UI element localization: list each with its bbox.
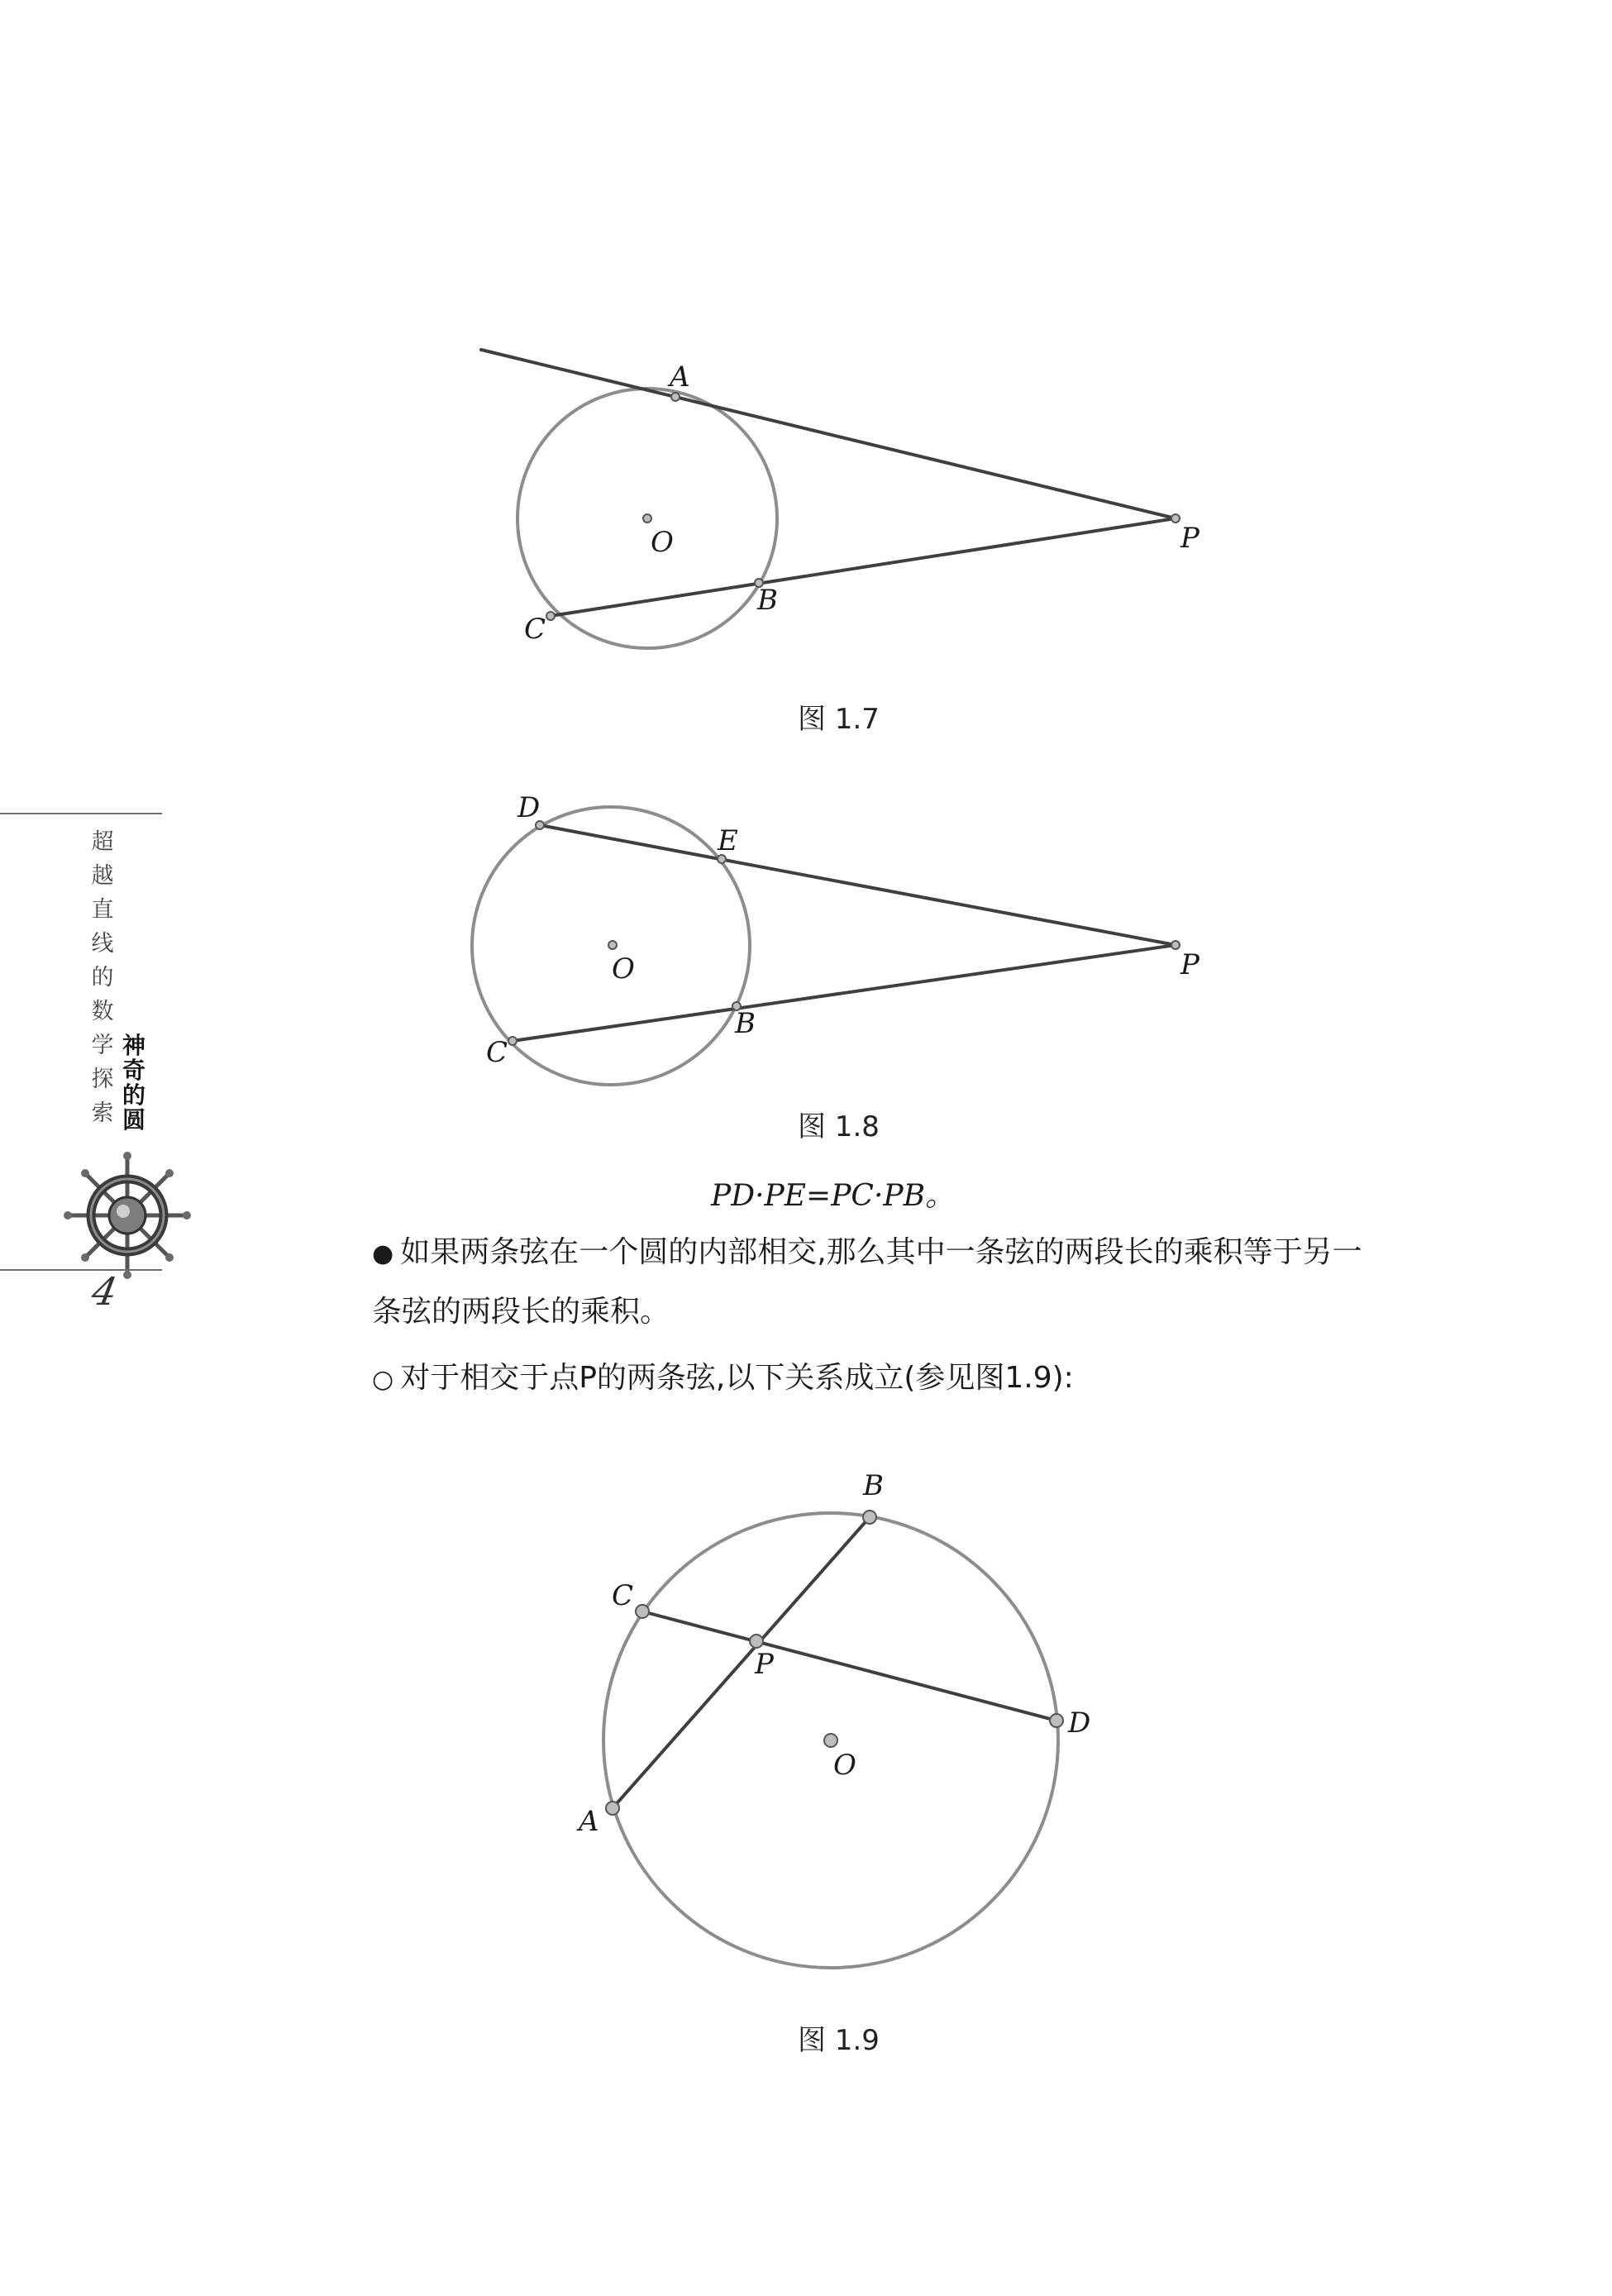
page-number: 4 <box>88 1269 122 1314</box>
point-c <box>508 1037 517 1045</box>
point-p <box>750 1635 763 1648</box>
relation-text: 对于相交于点P的两条弦,以下关系成立(参见图1.9): <box>400 1361 1074 1395</box>
bullet-icon: ● <box>372 1239 394 1268</box>
label-d: D <box>1068 1706 1091 1740</box>
label-p: P <box>1180 522 1199 555</box>
label-b: B <box>863 1469 884 1502</box>
label-c: C <box>524 613 546 646</box>
figure-1-8-caption: 图 1.8 <box>798 1110 880 1143</box>
ship-wheel-icon <box>61 1149 193 1282</box>
label-o: O <box>612 952 635 986</box>
label-p: P <box>755 1648 774 1681</box>
label-a: A <box>670 360 690 394</box>
hollow-bullet-icon: ○ <box>372 1365 394 1394</box>
point-o <box>608 941 617 949</box>
secant-line-pc <box>551 518 1176 616</box>
series-title: 超越直线的数学探索 <box>91 829 114 1126</box>
figure-1-8 <box>463 785 1207 1091</box>
point-d <box>1050 1714 1063 1727</box>
point-c <box>636 1605 649 1618</box>
theorem-paragraph <box>298 1224 1381 1341</box>
tangent-line-pa <box>481 350 1176 518</box>
point-b <box>863 1511 876 1524</box>
side-rule-top <box>0 813 162 814</box>
point-o <box>824 1734 837 1747</box>
label-c: C <box>486 1036 508 1069</box>
point-p <box>1171 941 1180 949</box>
theorem-text: 如果两条弦在一个圆的内部相交,那么其中一条弦的两段长的乘积等于另一条弦的两段长的乘积。 <box>372 1235 1362 1329</box>
label-o: O <box>651 526 674 559</box>
label-d: D <box>517 791 541 824</box>
point-p <box>1171 514 1180 523</box>
figure-1-7-caption: 图 1.7 <box>798 703 880 736</box>
label-e: E <box>718 824 738 857</box>
label-c: C <box>612 1579 634 1612</box>
figure-1-9-caption: 图 1.9 <box>798 2024 880 2057</box>
equation-secant-product: PD·PE=PC·PB。 <box>711 1179 956 1213</box>
point-a <box>671 393 680 401</box>
point-o <box>643 514 651 523</box>
label-p: P <box>1180 948 1199 981</box>
label-b: B <box>735 1007 756 1040</box>
point-c <box>546 612 555 620</box>
label-b: B <box>757 584 778 617</box>
figure-1-9 <box>562 1455 1124 2001</box>
point-a <box>606 1802 619 1815</box>
book-title: 神奇的圆 <box>122 1032 145 1134</box>
relation-paragraph <box>298 1349 1381 1409</box>
side-rule-bottom <box>0 1269 162 1271</box>
figure-1-7 <box>463 331 1207 661</box>
label-o: O <box>833 1749 856 1782</box>
label-a: A <box>579 1805 599 1838</box>
secant-line-pd <box>540 825 1176 945</box>
